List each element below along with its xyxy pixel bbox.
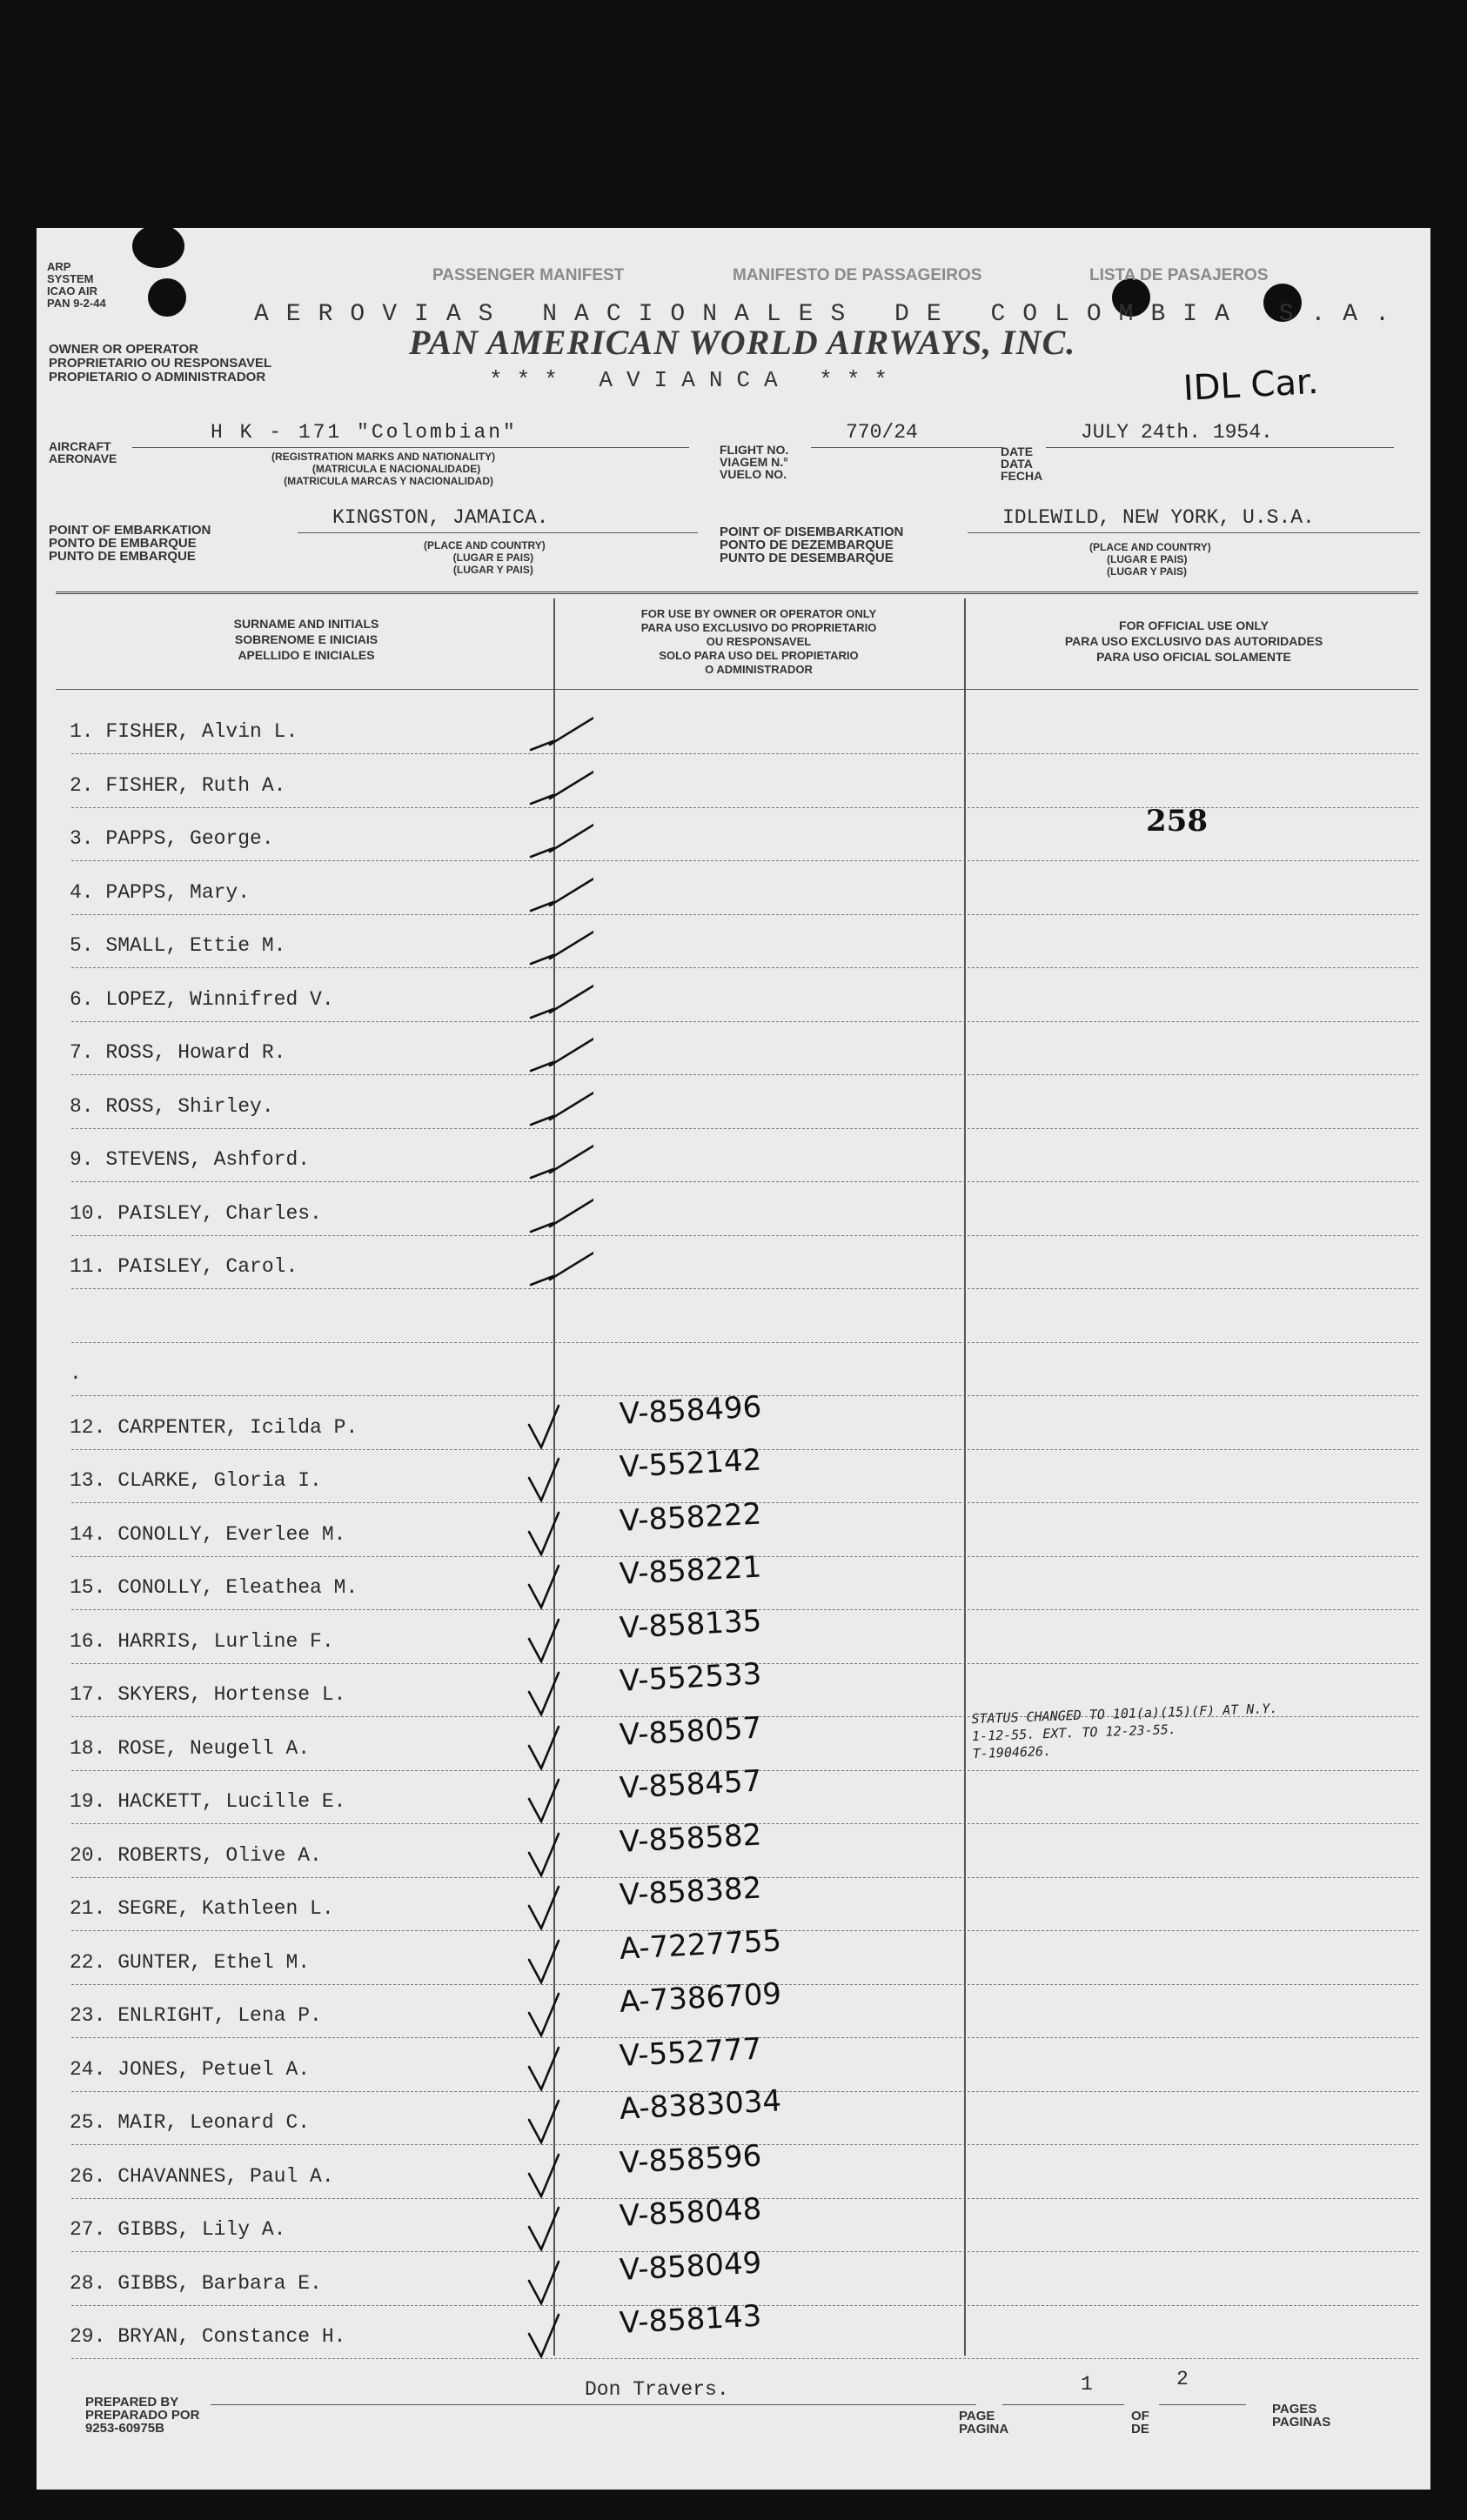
place-caption-line: (LUGAR Y PAIS) bbox=[1107, 565, 1188, 578]
aircraft-caption bbox=[271, 451, 495, 487]
aircraft-value: H K - 171 "Colombian" bbox=[211, 421, 518, 444]
passenger-name: 25. MAIR, Leonard C. bbox=[70, 2111, 311, 2134]
embark-underline bbox=[298, 532, 698, 533]
page-label bbox=[959, 2410, 1008, 2436]
table-row bbox=[37, 757, 1430, 811]
table-row bbox=[37, 1078, 1430, 1132]
row-rule bbox=[71, 753, 1418, 754]
visa-number: V-858049 bbox=[618, 2244, 763, 2288]
table-row bbox=[37, 1185, 1430, 1239]
disembark-label-line: PONTO DE DEZEMBARQUE bbox=[720, 538, 894, 552]
visa-number: V-858582 bbox=[618, 1816, 763, 1860]
owner-label-line: OWNER OR OPERATOR bbox=[49, 342, 198, 357]
check-mark-icon bbox=[524, 2094, 593, 2146]
owner-label bbox=[49, 343, 271, 384]
check-mark-icon bbox=[524, 2148, 593, 2200]
place-caption-line: (PLACE AND COUNTRY) bbox=[1089, 541, 1211, 553]
passenger-name: 28. GIBBS, Barbara E. bbox=[70, 2271, 322, 2295]
visa-number: V-858222 bbox=[618, 1495, 763, 1539]
visa-number: V-858457 bbox=[618, 1763, 763, 1806]
names-column-header bbox=[158, 616, 454, 663]
visa-number: V-552777 bbox=[618, 2030, 763, 2074]
passenger-name: 10. PAISLEY, Charles. bbox=[70, 1201, 322, 1225]
form-number: 9253-60975B bbox=[85, 2421, 164, 2436]
check-mark-icon bbox=[524, 1827, 593, 1879]
official-stamp-number: 258 bbox=[1146, 804, 1208, 839]
check-mark-icon bbox=[524, 2308, 593, 2360]
embark-label-line: PUNTO DE EMBARQUE bbox=[49, 549, 196, 564]
passenger-name: 22. GUNTER, Ethel M. bbox=[70, 1950, 311, 1974]
aircraft-caption-line: (REGISTRATION MARKS AND NATIONALITY) bbox=[271, 451, 496, 463]
page-underline bbox=[1002, 2404, 1124, 2405]
date-label-line: FECHA bbox=[1001, 469, 1043, 483]
handwritten-corner-note: IDL Car. bbox=[1182, 361, 1320, 409]
check-mark-icon bbox=[524, 971, 593, 1023]
disembark-label-line: PUNTO DE DESEMBARQUE bbox=[720, 551, 894, 565]
passenger-name: 11. PAISLEY, Carol. bbox=[70, 1255, 298, 1278]
operator-header-line: PARA USO EXCLUSIVO DO PROPRIETARIO bbox=[640, 621, 877, 634]
check-mark-icon bbox=[524, 2201, 593, 2253]
check-mark-icon bbox=[524, 1987, 593, 2039]
owner-label-line: PROPRIETARIO OU RESPONSAVEL bbox=[49, 356, 272, 371]
prepared-label-line: PREPARED BY bbox=[85, 2395, 179, 2410]
check-mark-icon bbox=[524, 917, 593, 969]
punch-hole-4 bbox=[132, 224, 184, 268]
form-code: ARP bbox=[47, 260, 71, 273]
passenger-name: 7. ROSS, Howard R. bbox=[70, 1041, 286, 1064]
date-underline bbox=[1046, 447, 1394, 448]
page-label-line: PAGE bbox=[959, 2409, 995, 2423]
passenger-name: 16. HARRIS, Lurline F. bbox=[70, 1629, 334, 1653]
disembark-value: IDLEWILD, NEW YORK, U.S.A. bbox=[1002, 506, 1315, 529]
flight-label bbox=[720, 444, 788, 480]
official-header-line: FOR OFFICIAL USE ONLY bbox=[1119, 618, 1269, 632]
table-row bbox=[37, 917, 1430, 971]
visa-number: V-858596 bbox=[618, 2137, 763, 2181]
check-mark-icon bbox=[524, 1773, 593, 1825]
embark-label bbox=[49, 524, 211, 563]
row-rule bbox=[71, 1342, 1418, 1343]
row-rule bbox=[71, 860, 1418, 861]
flight-label-line: VIAGEM N.° bbox=[720, 455, 788, 469]
check-mark-icon bbox=[524, 1024, 593, 1076]
place-caption-line: (PLACE AND COUNTRY) bbox=[424, 539, 546, 551]
operator-column-header bbox=[559, 607, 959, 677]
title-portuguese: MANIFESTO DE PASSAGEIROS bbox=[733, 266, 982, 284]
title-english: PASSENGER MANIFEST bbox=[432, 266, 625, 284]
pages-value: 2 bbox=[1176, 2368, 1189, 2390]
row-rule bbox=[71, 1074, 1418, 1075]
check-mark-icon bbox=[524, 1452, 593, 1504]
disembark-label-line: POINT OF DISEMBARKATION bbox=[720, 525, 904, 539]
passenger-name: 4. PAPPS, Mary. bbox=[70, 880, 251, 904]
aircraft-caption-line: (MATRICULA E NACIONALIDADE) bbox=[311, 463, 481, 475]
passenger-name: 21. SEGRE, Kathleen L. bbox=[70, 1897, 334, 1920]
place-caption-line: (LUGAR Y PAIS) bbox=[452, 564, 533, 576]
official-header-line: PARA USO EXCLUSIVO DAS AUTORIDADES bbox=[1064, 634, 1323, 648]
embark-place-caption bbox=[424, 539, 546, 576]
row-rule bbox=[71, 2358, 1418, 2359]
title-spanish: LISTA DE PASAJEROS bbox=[1089, 266, 1269, 284]
form-code: ICAO AIR bbox=[47, 284, 98, 297]
passenger-name: 3. PAPPS, George. bbox=[70, 827, 274, 850]
status-note-line: STATUS CHANGED TO 101(a)(15)(F) AT N.Y. bbox=[971, 1700, 1278, 1728]
visa-number: V-858143 bbox=[618, 2298, 763, 2341]
passenger-name: 19. HACKETT, Lucille E. bbox=[70, 1790, 346, 1813]
aircraft-label-line: AIRCRAFT bbox=[49, 439, 111, 453]
passenger-name: 26. CHAVANNES, Paul A. bbox=[70, 2164, 334, 2188]
prepared-underline bbox=[211, 2404, 976, 2405]
check-mark-icon bbox=[524, 1506, 593, 1558]
flight-underline bbox=[811, 447, 1002, 448]
punch-hole-1 bbox=[148, 278, 186, 317]
disembark-label bbox=[720, 525, 903, 565]
check-mark-icon bbox=[524, 1185, 593, 1237]
operator-header-line: OU RESPONSAVEL bbox=[706, 635, 812, 648]
check-mark-icon bbox=[524, 2041, 593, 2093]
passenger-name: 9. STEVENS, Ashford. bbox=[70, 1148, 311, 1171]
row-rule bbox=[71, 1181, 1418, 1182]
pages-label-line: PAGES bbox=[1272, 2402, 1317, 2416]
header-bottom-rule bbox=[56, 689, 1418, 690]
passenger-name: 20. ROBERTS, Olive A. bbox=[70, 1843, 322, 1867]
check-mark-icon bbox=[524, 1720, 593, 1772]
of-label-line: DE bbox=[1131, 2422, 1149, 2436]
status-change-note bbox=[971, 1700, 1279, 1762]
flight-label-line: VUELO NO. bbox=[720, 467, 787, 481]
table-row bbox=[37, 864, 1430, 918]
passenger-name: 15. CONOLLY, Eleathea M. bbox=[70, 1576, 358, 1599]
of-label bbox=[1131, 2410, 1149, 2436]
visa-number: V-858135 bbox=[618, 1602, 763, 1646]
passenger-name: 1. FISHER, Alvin L. bbox=[70, 720, 298, 743]
status-note-line: T-1904626. bbox=[972, 1742, 1052, 1762]
table-row bbox=[37, 1131, 1430, 1185]
embark-label-line: POINT OF EMBARKATION bbox=[49, 523, 211, 538]
check-mark-icon bbox=[524, 1613, 593, 1665]
pages-underline bbox=[1159, 2404, 1246, 2405]
visa-number: A-7227755 bbox=[618, 1922, 782, 1967]
passenger-list bbox=[37, 703, 1430, 2364]
visa-number: V-552533 bbox=[618, 1656, 763, 1699]
passenger-name: 24. JONES, Petuel A. bbox=[70, 2057, 311, 2081]
visa-number: V-858048 bbox=[618, 2191, 763, 2234]
passenger-name: 5. SMALL, Ettie M. bbox=[70, 934, 286, 957]
table-row bbox=[37, 1024, 1430, 1078]
form-codes bbox=[47, 261, 106, 310]
aircraft-label-line: AERONAVE bbox=[49, 451, 117, 465]
visa-number: V-858057 bbox=[618, 1709, 763, 1753]
embark-value: KINGSTON, JAMAICA. bbox=[332, 506, 549, 529]
names-header-line: APELLIDO E INICIALES bbox=[238, 648, 375, 662]
visa-number: V-858382 bbox=[618, 1870, 763, 1913]
pages-label-line: PAGINAS bbox=[1272, 2415, 1331, 2430]
visa-number: V-552142 bbox=[618, 1442, 763, 1485]
passenger-name: 27. GIBBS, Lily A. bbox=[70, 2218, 286, 2241]
date-label-line: DATE bbox=[1001, 445, 1034, 458]
of-label-line: OF bbox=[1131, 2409, 1149, 2423]
names-header-line: SOBRENOME E INICIAIS bbox=[234, 632, 378, 646]
manifest-sheet bbox=[37, 228, 1430, 2490]
date-value: JULY 24th. 1954. bbox=[1081, 421, 1273, 444]
flight-label-line: FLIGHT NO. bbox=[720, 443, 789, 457]
passenger-name: 13. CLARKE, Gloria I. bbox=[70, 1469, 322, 1492]
check-mark-icon bbox=[524, 810, 593, 862]
check-mark-icon bbox=[524, 1131, 593, 1183]
embark-label-line: PONTO DE EMBARQUE bbox=[49, 536, 197, 551]
official-header-line: PARA USO OFICIAL SOLAMENTE bbox=[1096, 650, 1291, 664]
pages-label bbox=[1272, 2403, 1330, 2429]
disembark-underline bbox=[968, 532, 1420, 533]
names-header-line: SURNAME AND INITIALS bbox=[233, 617, 379, 631]
passenger-name: 2. FISHER, Ruth A. bbox=[70, 773, 286, 797]
check-mark-icon bbox=[524, 1880, 593, 1932]
table-row bbox=[37, 1238, 1430, 1292]
operator-header-line: FOR USE BY OWNER OR OPERATOR ONLY bbox=[640, 607, 877, 620]
prepared-label-line: PREPARADO POR bbox=[85, 2408, 200, 2423]
flight-value: 770/24 bbox=[846, 421, 918, 444]
form-code: SYSTEM bbox=[47, 272, 94, 285]
disembark-place-caption bbox=[1089, 541, 1211, 578]
status-note-line: 1-12-55. EXT. TO 12-23-55. bbox=[971, 1721, 1177, 1745]
visa-number: A-8383034 bbox=[618, 2083, 782, 2127]
check-mark-icon bbox=[524, 1559, 593, 1611]
visa-number: V-858496 bbox=[618, 1388, 763, 1432]
row-rule bbox=[71, 967, 1418, 968]
row-rule bbox=[71, 1235, 1418, 1236]
row-rule bbox=[71, 1288, 1418, 1289]
prepared-by-value: Don Travers. bbox=[585, 2378, 729, 2401]
row-rule bbox=[71, 1021, 1418, 1022]
check-mark-icon bbox=[524, 1666, 593, 1718]
visa-number: A-7386709 bbox=[618, 1976, 782, 2020]
passenger-name: 6. LOPEZ, Winnifred V. bbox=[70, 987, 334, 1011]
check-mark-icon bbox=[524, 1078, 593, 1130]
prepared-by-label bbox=[85, 2396, 199, 2435]
check-mark-icon bbox=[524, 1238, 593, 1290]
check-mark-icon bbox=[524, 757, 593, 809]
visa-number: V-858221 bbox=[618, 1549, 763, 1592]
owner-label-line: PROPIETARIO O ADMINISTRADOR bbox=[49, 370, 266, 384]
operator-header-line: SOLO PARA USO DEL PROPIETARIO bbox=[659, 649, 859, 662]
aircraft-caption-line: (MATRICULA MARCAS Y NACIONALIDAD) bbox=[284, 475, 493, 487]
date-label-line: DATA bbox=[1001, 457, 1033, 471]
place-caption-line: (LUGAR E PAIS) bbox=[452, 551, 534, 564]
page-label-line: PAGINA bbox=[959, 2422, 1009, 2436]
official-column-header bbox=[976, 618, 1411, 665]
table-top-rule bbox=[56, 592, 1418, 594]
passenger-name: 23. ENLRIGHT, Lena P. bbox=[70, 2004, 322, 2027]
table-row bbox=[37, 971, 1430, 1025]
check-mark-icon bbox=[524, 1934, 593, 1986]
operator-header-line: O ADMINISTRADOR bbox=[705, 663, 813, 676]
airline-name: AEROVIAS NACIONALES DE COLOMBIA S.A. bbox=[254, 301, 1407, 328]
row-rule bbox=[71, 807, 1418, 808]
passenger-name: 8. ROSS, Shirley. bbox=[70, 1094, 274, 1118]
check-mark-icon bbox=[524, 2255, 593, 2307]
date-label bbox=[1001, 445, 1042, 482]
passenger-name: . bbox=[70, 1362, 82, 1385]
check-mark-icon bbox=[524, 703, 593, 755]
place-caption-line: (LUGAR E PAIS) bbox=[1107, 553, 1188, 565]
panam-name: PAN AMERICAN WORLD AIRWAYS, INC. bbox=[409, 323, 1076, 362]
passenger-name: 18. ROSE, Neugell A. bbox=[70, 1736, 311, 1760]
table-row bbox=[37, 703, 1430, 757]
page-value: 1 bbox=[1081, 2373, 1093, 2396]
form-code: PAN 9-2-44 bbox=[47, 297, 106, 310]
passenger-name: 14. CONOLLY, Everlee M. bbox=[70, 1522, 346, 1546]
table-row bbox=[37, 1292, 1430, 1346]
row-rule bbox=[71, 1128, 1418, 1129]
passenger-name: 12. CARPENTER, Icilda P. bbox=[70, 1415, 358, 1439]
aircraft-underline bbox=[132, 447, 689, 448]
table-row bbox=[37, 810, 1430, 864]
passenger-name: 29. BRYAN, Constance H. bbox=[70, 2325, 346, 2348]
avianca-name: *** AVIANCA *** bbox=[489, 367, 902, 393]
table-row bbox=[37, 2298, 1430, 2362]
check-mark-icon bbox=[524, 864, 593, 916]
aircraft-label bbox=[49, 440, 117, 465]
passenger-name: 17. SKYERS, Hortense L. bbox=[70, 1683, 346, 1706]
check-mark-icon bbox=[524, 1399, 593, 1451]
row-rule bbox=[71, 914, 1418, 915]
